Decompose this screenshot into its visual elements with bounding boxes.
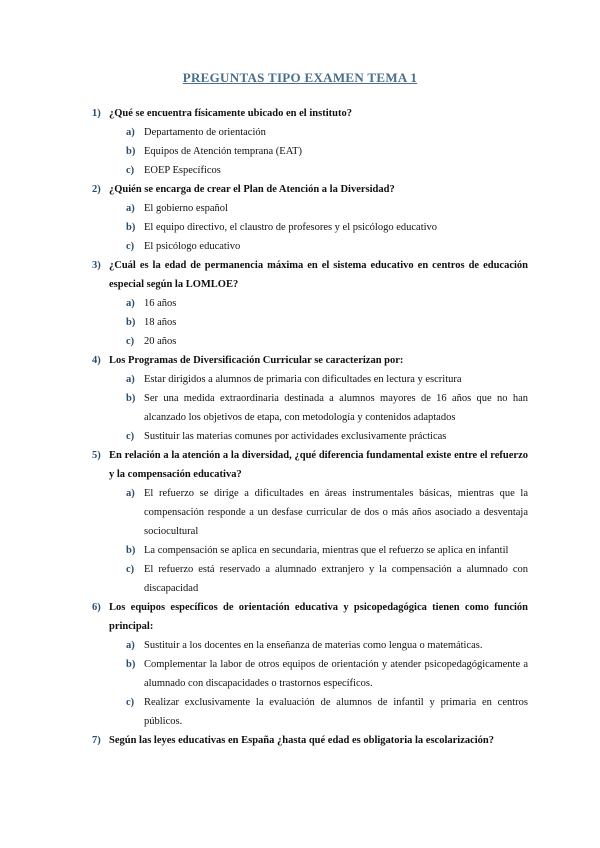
option-letter: a) — [126, 203, 135, 214]
option-letter: c) — [126, 336, 135, 347]
option-text: Sustituir las materias comunes por actividades exclusivamente prácticas — [144, 431, 447, 442]
question-heading — [92, 598, 528, 636]
option-letter: a) — [126, 640, 135, 651]
option-c — [92, 427, 528, 446]
option-b — [92, 655, 528, 693]
option-letter: b) — [126, 659, 136, 670]
question-number: 7) — [92, 735, 101, 746]
question-3 — [92, 256, 528, 351]
option-text: El gobierno español — [144, 203, 228, 214]
option-a — [92, 123, 528, 142]
option-text: 20 años — [144, 336, 177, 347]
option-text: Estar dirigidos a alumnos de primaria con dificultades en lectura y escritura — [144, 374, 462, 385]
option-text: Realizar exclusivamente la evaluación de alumnos de infantil y primaria en centros públicos. — [144, 697, 528, 727]
option-text: La compensación se aplica en secundaria, mientras que el refuerzo se aplica en infantil — [144, 545, 509, 556]
question-text: ¿Cuál es la edad de permanencia máxima en el sistema educativo en centros de educación especial según la LOMLOE? — [109, 260, 528, 290]
option-text: El refuerzo se dirige a dificultades en áreas instrumentales básicas, mientras que la compensación responde a un desfase curricular de dos o más años asociado a desventaja sociocultural — [144, 488, 528, 537]
question-5 — [92, 446, 528, 598]
page-title: PREGUNTAS TIPO EXAMEN TEMA 1 — [182, 70, 418, 85]
question-number: 4) — [92, 355, 101, 366]
option-c — [92, 237, 528, 256]
option-letter: a) — [126, 298, 135, 309]
question-number: 5) — [92, 450, 101, 461]
option-text: 16 años — [144, 298, 177, 309]
question-2 — [92, 180, 528, 256]
option-letter: a) — [126, 127, 135, 138]
option-letter: c) — [126, 697, 135, 708]
option-a — [92, 294, 528, 313]
question-number: 2) — [92, 184, 101, 195]
question-heading — [92, 104, 528, 123]
option-b — [92, 218, 528, 237]
option-list — [92, 294, 528, 351]
option-text: Ser una medida extraordinaria destinada a alumnos mayores de 16 años que no han alcanzado los objetivos de etapa, con metodología y contenidos adaptados — [144, 393, 528, 423]
question-7 — [92, 731, 528, 750]
option-letter: a) — [126, 374, 135, 385]
option-c — [92, 560, 528, 598]
option-letter: c) — [126, 165, 135, 176]
question-text: En relación a la atención a la diversidad, ¿qué diferencia fundamental existe entre el refuerzo y la compensación educativa? — [109, 450, 528, 480]
question-4 — [92, 351, 528, 446]
option-b — [92, 142, 528, 161]
option-b — [92, 389, 528, 427]
question-number: 6) — [92, 602, 101, 613]
option-text: EOEP Específicos — [144, 165, 221, 176]
option-text: El equipo directivo, el claustro de profesores y el psicólogo educativo — [144, 222, 438, 233]
option-text: Sustituir a los docentes en la enseñanza de materias como lengua o matemáticas. — [144, 640, 483, 651]
question-heading — [92, 446, 528, 484]
question-list — [92, 104, 528, 750]
question-heading — [92, 256, 528, 294]
option-letter: b) — [126, 146, 136, 157]
question-number: 1) — [92, 108, 101, 119]
option-letter: b) — [126, 545, 136, 556]
option-list — [92, 484, 528, 598]
option-text: El psicólogo educativo — [144, 241, 241, 252]
option-c — [92, 332, 528, 351]
question-heading — [92, 351, 528, 370]
option-list — [92, 636, 528, 731]
option-letter: c) — [126, 431, 135, 442]
option-letter: c) — [126, 241, 135, 252]
option-list — [92, 199, 528, 256]
option-a — [92, 199, 528, 218]
option-text: Equipos de Atención temprana (EAT) — [144, 146, 303, 157]
question-heading — [92, 180, 528, 199]
option-b — [92, 313, 528, 332]
option-text: Departamento de orientación — [144, 127, 266, 138]
option-c — [92, 693, 528, 731]
question-number: 3) — [92, 260, 101, 271]
option-list — [92, 370, 528, 446]
option-c — [92, 161, 528, 180]
option-letter: b) — [126, 222, 136, 233]
option-a — [92, 636, 528, 655]
question-1 — [92, 104, 528, 180]
option-letter: b) — [126, 317, 136, 328]
option-letter: b) — [126, 393, 136, 404]
question-text: ¿Quién se encarga de crear el Plan de Atención a la Diversidad? — [109, 184, 395, 195]
option-b — [92, 541, 528, 560]
question-heading — [92, 731, 528, 750]
question-text: Según las leyes educativas en España ¿hasta qué edad es obligatoria la escolarización? — [109, 735, 495, 746]
option-a — [92, 370, 528, 389]
option-text: 18 años — [144, 317, 177, 328]
option-text: Complementar la labor de otros equipos de orientación y atender psicopedagógicamente a alumnado con discapacidades o trastornos específicos. — [144, 659, 528, 689]
option-text: El refuerzo está reservado a alumnado extranjero y la compensación a alumnado con discapacidad — [144, 564, 528, 594]
question-text: ¿Qué se encuentra físicamente ubicado en el instituto? — [109, 108, 352, 119]
option-letter: a) — [126, 488, 135, 499]
question-6 — [92, 598, 528, 731]
option-list — [92, 123, 528, 180]
option-letter: c) — [126, 564, 135, 575]
question-text: Los equipos específicos de orientación educativa y psicopedagógica tienen como función principal: — [109, 602, 528, 632]
option-a — [92, 484, 528, 541]
question-text: Los Programas de Diversificación Curricular se caracterizan por: — [109, 355, 404, 366]
